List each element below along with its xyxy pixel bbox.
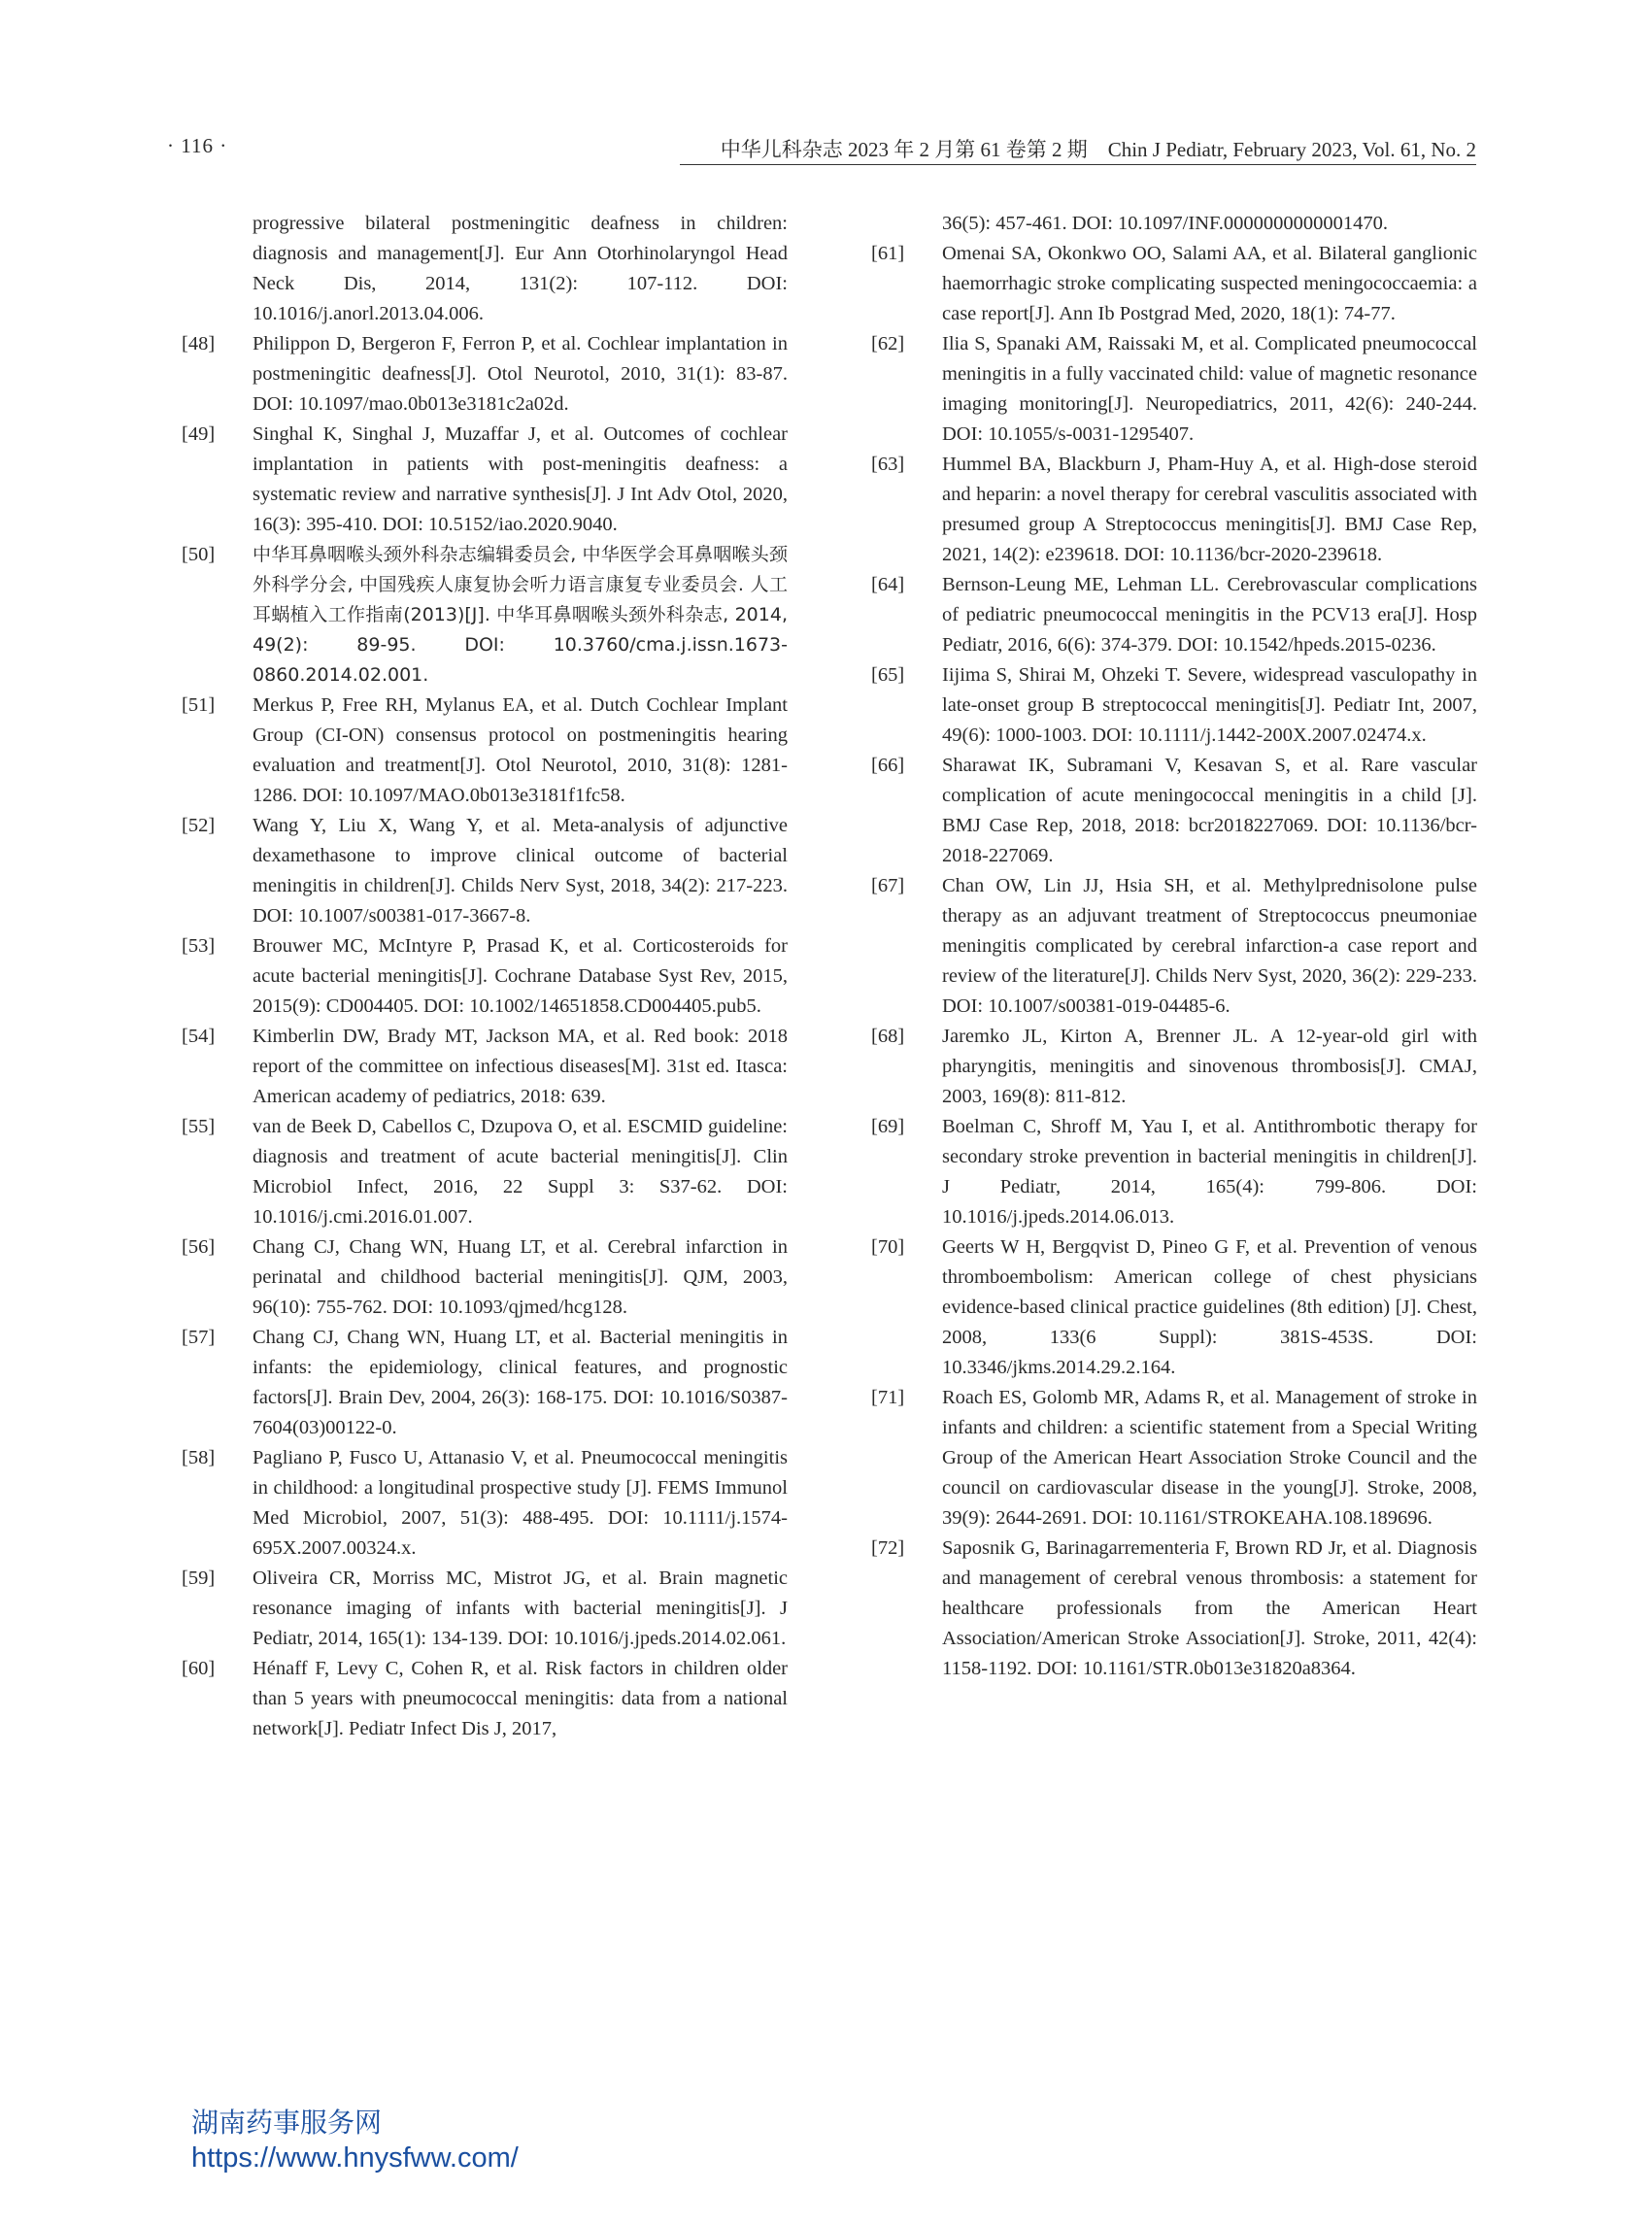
reference-continuation <box>182 209 789 329</box>
reference-text: progressive bilateral postmeningitic deafness in children: diagnosis and management[J]. Eur Ann Otorhinolaryngol Head Neck Dis, 2014, 131(2): 107-112. DOI: 10.1016/j.anorl.2013.04.006. <box>253 213 788 324</box>
reference-number: [65] <box>871 664 905 686</box>
reference-number: [56] <box>182 1236 216 1258</box>
reference-number: [58] <box>182 1447 216 1468</box>
reference-text: Hénaff F, Levy C, Cohen R, et al. Risk factors in children older than 5 years with pneumococcal meningitis: data from a national network[J]. Pediatr Infect Dis J, 2017, <box>253 1658 788 1739</box>
reference-text: Merkus P, Free RH, Mylanus EA, et al. Dutch Cochlear Implant Group (CI-ON) consensus protocol on postmeningitis hearing evaluation and treatment[J]. Otol Neurotol, 2010, 31(8): 1281-1286. DOI: 10.1097/MAO.0b013e3181f1fc58. <box>253 694 788 806</box>
reference-item <box>182 1022 789 1112</box>
reference-item <box>182 420 789 540</box>
reference-text: Saposnik G, Barinagarrementeria F, Brown RD Jr, et al. Diagnosis and management of cerebral venous thrombosis: a statement for healthcare professionals from the American Heart Association/American Stroke Association[J]. Stroke, 2011, 42(4): 1158-1192. DOI: 10.1161/STR.0b013e31820a8364. <box>942 1537 1477 1679</box>
reference-number: [66] <box>871 755 905 776</box>
reference-text: Pagliano P, Fusco U, Attanasio V, et al. Pneumococcal meningitis in childhood: a longitudinal prospective study [J]. FEMS Immunol Med Microbiol, 2007, 51(3): 488-495. DOI: 10.1111/j.1574-695X.2007.00324.x. <box>253 1447 788 1559</box>
reference-item <box>182 811 789 931</box>
reference-text: Chang CJ, Chang WN, Huang LT, et al. Cerebral infarction in perinatal and childhood bacterial meningitis[J]. QJM, 2003, 96(10): 755-762. DOI: 10.1093/qjmed/hcg128. <box>253 1236 788 1318</box>
reference-item <box>871 1022 1477 1112</box>
reference-text: 中华耳鼻咽喉头颈外科杂志编辑委员会, 中华医学会耳鼻咽喉头颈外科学分会, 中国残疾人康复协会听力语言康复专业委员会. 人工耳蜗植入工作指南(2013)[J]. 中华耳鼻咽喉头颈外科杂志, 2014, 49(2): 89-95. DOI: 10.3760/cma.j.issn.1673-0860.2014.02.001. <box>253 544 788 686</box>
reference-text: Iijima S, Shirai M, Ohzeki T. Severe, widespread vasculopathy in late-onset group B streptococcal meningitis[J]. Pediatr Int, 2007, 49(6): 1000-1003. DOI: 10.1111/j.1442-200X.2007.02474.x. <box>942 664 1477 746</box>
watermark <box>191 2106 519 2175</box>
reference-text: Bernson-Leung ME, Lehman LL. Cerebrovascular complications of pediatric pneumococcal meningitis in the PCV13 era[J]. Hosp Pediatr, 2016, 6(6): 374-379. DOI: 10.1542/hpeds.2015-0236. <box>942 574 1477 656</box>
reference-item <box>871 871 1477 1022</box>
reference-text: Singhal K, Singhal J, Muzaffar J, et al. Outcomes of cochlear implantation in patients with post-meningitis deafness: a systematic review and narrative synthesis[J]. J Int Adv Otol, 2020, 16(3): 395-410. DOI: 10.5152/iao.2020.9040. <box>253 423 788 535</box>
header-rule <box>680 164 1476 165</box>
reference-item <box>871 1534 1477 1684</box>
reference-item <box>182 1232 789 1323</box>
reference-text: Philippon D, Bergeron F, Ferron P, et al. Cochlear implantation in postmeningitic deafness[J]. Otol Neurotol, 2010, 31(1): 83-87. DOI: 10.1097/mao.0b013e3181c2a02d. <box>253 333 788 415</box>
reference-number: [63] <box>871 454 905 475</box>
reference-text: Ilia S, Spanaki AM, Raissaki M, et al. Complicated pneumococcal meningitis in a fully vaccinated child: value of magnetic resonance imaging monitoring[J]. Neuropediatrics, 2011, 42(6): 240-244. DOI: 10.1055/s-0031-1295407. <box>942 333 1477 445</box>
reference-item <box>182 1323 789 1443</box>
reference-text: Wang Y, Liu X, Wang Y, et al. Meta-analysis of adjunctive dexamethasone to improve clinical outcome of bacterial meningitis in children[J]. Childs Nerv Syst, 2018, 34(2): 217-223. DOI: 10.1007/s00381-017-3667-8. <box>253 815 788 927</box>
reference-item <box>871 751 1477 871</box>
reference-number: [50] <box>182 544 216 565</box>
journal-citation: 中华儿科杂志 2023 年 2 月第 61 卷第 2 期 Chin J Pediatr, February 2023, Vol. 61, No. 2 <box>720 138 1476 161</box>
reference-text: Geerts W H, Bergqvist D, Pineo G F, et al. Prevention of venous thromboembolism: American college of chest physicians evidence-based clinical practice guidelines (8th edition) [J]. Chest, 2008, 133(6 Suppl): 381S-453S. DOI: 10.3346/jkms.2014.29.2.164. <box>942 1236 1477 1378</box>
reference-column-right <box>871 209 1477 1684</box>
reference-number: [62] <box>871 333 905 354</box>
reference-text: Hummel BA, Blackburn J, Pham-Huy A, et al. High-dose steroid and heparin: a novel therapy for cerebral vasculitis associated with presumed group A Streptococcus meningitis[J]. BMJ Case Rep, 2021, 14(2): e239618. DOI: 10.1136/bcr-2020-239618. <box>942 454 1477 565</box>
reference-item <box>182 1443 789 1564</box>
reference-text: van de Beek D, Cabellos C, Dzupova O, et al. ESCMID guideline: diagnosis and treatment of acute bacterial meningitis[J]. Clin Microbiol Infect, 2016, 22 Suppl 3: S37-62. DOI: 10.1016/j.cmi.2016.01.007. <box>253 1116 788 1228</box>
reference-text: 36(5): 457-461. DOI: 10.1097/INF.0000000000001470. <box>942 213 1389 234</box>
reference-item <box>871 660 1477 751</box>
reference-text: Omenai SA, Okonkwo OO, Salami AA, et al. Bilateral ganglionic haemorrhagic stroke complicating suspected meningococcaemia: a case report[J]. Ann Ib Postgrad Med, 2020, 18(1): 74-77. <box>942 243 1477 324</box>
reference-item <box>182 1112 789 1232</box>
reference-number: [55] <box>182 1116 216 1137</box>
reference-item <box>182 329 789 420</box>
reference-number: [59] <box>182 1568 216 1589</box>
reference-item <box>871 329 1477 450</box>
reference-number: [60] <box>182 1658 216 1679</box>
reference-text: Oliveira CR, Morriss MC, Mistrot JG, et al. Brain magnetic resonance imaging of infants with bacterial meningitis[J]. J Pediatr, 2014, 165(1): 134-139. DOI: 10.1016/j.jpeds.2014.02.061. <box>253 1568 788 1649</box>
reference-number: [69] <box>871 1116 905 1137</box>
reference-text: Roach ES, Golomb MR, Adams R, et al. Management of stroke in infants and children: a scientific statement from a Special Writing Group of the American Heart Association Stroke Council and the council on cardiovascular disease in the young[J]. Stroke, 2008, 39(9): 2644-2691. DOI: 10.1161/STROKEAHA.108.189696. <box>942 1387 1477 1529</box>
reference-number: [64] <box>871 574 905 595</box>
running-header <box>167 134 1476 163</box>
reference-number: [54] <box>182 1026 216 1047</box>
reference-item <box>182 1654 789 1744</box>
reference-item <box>182 1564 789 1654</box>
reference-item <box>871 1112 1477 1232</box>
reference-number: [61] <box>871 243 905 264</box>
reference-item <box>871 570 1477 660</box>
reference-number: [57] <box>182 1327 216 1348</box>
reference-number: [71] <box>871 1387 905 1408</box>
reference-item <box>871 1383 1477 1534</box>
reference-number: [49] <box>182 423 216 445</box>
reference-number: [70] <box>871 1236 905 1258</box>
reference-text: Boelman C, Shroff M, Yau I, et al. Antithrombotic therapy for secondary stroke prevention in bacterial meningitis in children[J]. J Pediatr, 2014, 165(4): 799-806. DOI: 10.1016/j.jpeds.2014.06.013. <box>942 1116 1477 1228</box>
reference-item <box>871 1232 1477 1383</box>
reference-column-left <box>182 209 789 1744</box>
watermark-title: 湖南药事服务网 <box>191 2107 383 2139</box>
reference-number: [72] <box>871 1537 905 1559</box>
reference-item <box>182 691 789 811</box>
reference-item <box>871 450 1477 570</box>
reference-item <box>871 239 1477 329</box>
reference-text: Brouwer MC, McIntyre P, Prasad K, et al. Corticosteroids for acute bacterial meningitis[J]. Cochrane Database Syst Rev, 2015, 2015(9): CD004405. DOI: 10.1002/14651858.CD004405.pub5. <box>253 935 788 1017</box>
reference-number: [48] <box>182 333 216 354</box>
reference-number: [52] <box>182 815 216 836</box>
reference-text: Kimberlin DW, Brady MT, Jackson MA, et al. Red book: 2018 report of the committee on infectious diseases[M]. 31st ed. Itasca: American academy of pediatrics, 2018: 639. <box>253 1026 788 1107</box>
watermark-url[interactable]: https://www.hnysfww.com/ <box>191 2142 519 2174</box>
reference-text: Jaremko JL, Kirton A, Brenner JL. A 12-year-old girl with pharyngitis, meningitis and sinovenous thrombosis[J]. CMAJ, 2003, 169(8): 811-812. <box>942 1026 1477 1107</box>
reference-number: [51] <box>182 694 216 716</box>
page-number: · 116 · <box>167 134 228 157</box>
reference-text: Chang CJ, Chang WN, Huang LT, et al. Bacterial meningitis in infants: the epidemiology, clinical features, and prognostic factors[J]. Brain Dev, 2004, 26(3): 168-175. DOI: 10.1016/S0387-7604(03)00122-0. <box>253 1327 788 1438</box>
reference-item <box>182 931 789 1022</box>
reference-text: Chan OW, Lin JJ, Hsia SH, et al. Methylprednisolone pulse therapy as an adjuvant treatment of Streptococcus pneumoniae meningitis complicated by cerebral infarction-a case report and review of the literature[J]. Childs Nerv Syst, 2020, 36(2): 229-233. DOI: 10.1007/s00381-019-04485-6. <box>942 875 1477 1017</box>
reference-continuation <box>871 209 1477 239</box>
reference-number: [53] <box>182 935 216 957</box>
reference-text: Sharawat IK, Subramani V, Kesavan S, et al. Rare vascular complication of acute meningococcal meningitis in a child [J]. BMJ Case Rep, 2018, 2018: bcr2018227069. DOI: 10.1136/bcr-2018-227069. <box>942 755 1477 866</box>
reference-number: [67] <box>871 875 905 896</box>
reference-item <box>182 540 789 691</box>
reference-number: [68] <box>871 1026 905 1047</box>
